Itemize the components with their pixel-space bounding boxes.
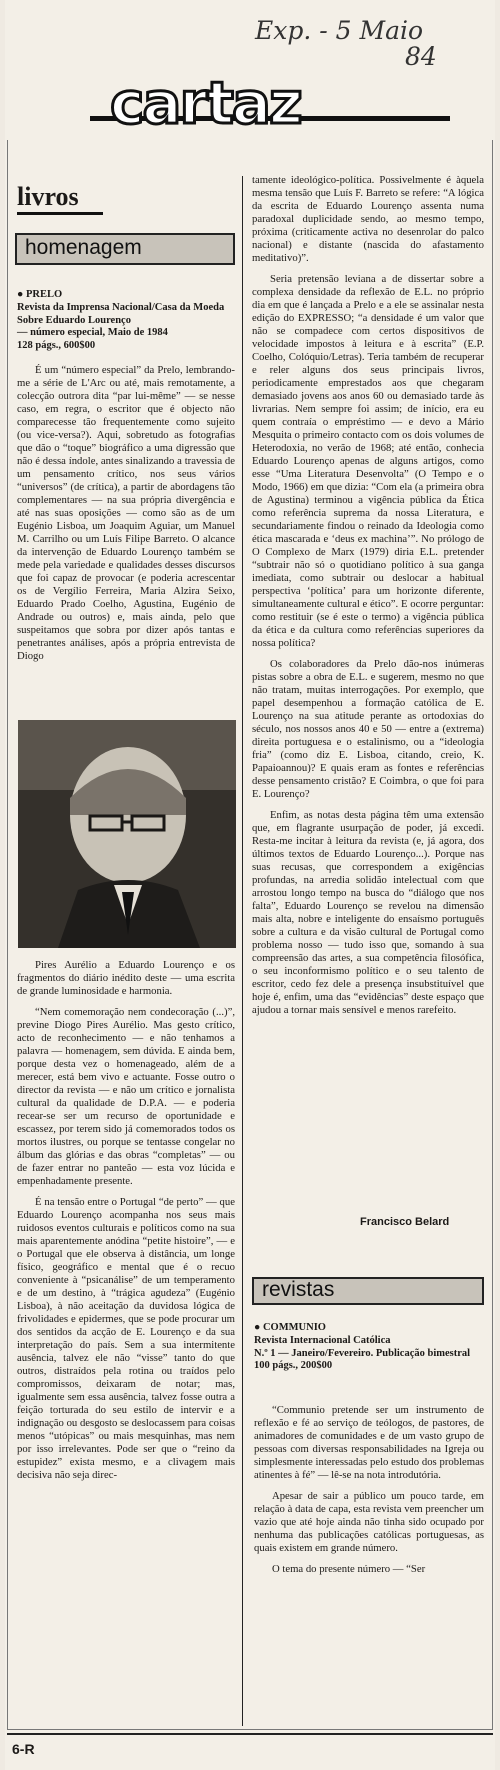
paragraph: tamente ideológico-política. Possivelmente é àquela mesma tensão que Luís F. Barreto se refere: “A lógica da escrita de Eduardo Lourenço assenta numa paradoxal duplicidade sendo, ao mesmo tempo, próxima (criticamente activa no desenrolar do palco nacional) e distante (nascida do afastamento meditativo)”. [252, 174, 484, 264]
book-entry-edition: — número especial, Maio de 1984 [17, 327, 168, 339]
magazine-entry [254, 1322, 484, 1373]
book-entry-publisher: Revista da Imprensa Nacional/Casa da Moeda [17, 301, 225, 313]
footer-rule [7, 1733, 493, 1735]
paragraph: É na tensão entre o Portugal “de perto” — que Eduardo Lourenço acompanha nos seus mais ruidosos eventos culturais e políticos como na sua mais aparentemente anódina “petite histoire”, — e o Portugal que ele observa à distância, um longe físico, geográfico e mental que é o recuo conveniente à “psicanálise” de um temperamento e de um destino, à “trágica agudeza” (Eugénio Lisboa), à não aceitação da duvidosa lógica de frivolidades e epidermes, que se pode procurar um dos sentidos da acção de E. Lourenço e da sua interpretação do país. Sem a sua intermitente ausência, talvez ele não “visse” tanto do que outros, distraídos pela rotina ou traídos pelo compromissos, deixaram de notar; mas, igualmente sem essa ausência, talvez fosse outra a feição torturada do seu estilo de intervir e a indignação ou desgosto se deslocassem para coisas menos “utópicas” ou mais mesquinhas, mas nem por isso irrelevantes. Pode ser que o “reino da estupidez” exista mesmo, e a clivagem mais decisiva não seja direc- [17, 1196, 235, 1481]
paragraph: O tema do presente número — “Ser [272, 1563, 426, 1575]
magazine-entry-price: 100 págs., 200$00 [254, 1360, 333, 1372]
book-entry-name: ● PRELO [17, 289, 63, 300]
handwritten-note [255, 18, 485, 70]
paragraph: Seria pretensão leviana a de dissertar sobre a complexa densidade da reflexão de E.L. no próprio dia em que é lançada a Prelo e a ele se assinalar nesta edição do EXPRESSO; “a densidade é um valor que não se compadece com certos dispositivos de velocidade impostos à leitura e à escrita” (E.P. Coelho, Colóquio/Letras). Teria também de recuperar e reler alguns dos seus principais livros, periodicamente emprestados aos que chegaram demasiado jovens aos anos 60 ou demasiado tarde às livrarias. Nem sempre foi assim; de início, era eu quem contraía o empréstimo — e devo a Mário Mesquita o primeiro contacto com os dois volumes de Heterodoxia, no verão de 1968; até então, conhecia Eduardo Lourenço apenas de alguns artigos, como esse “Uma Literatura Desenvolta” (O Tempo e o Modo, 1966) em que dizia: “Com ela (a primeira obra de Agustina) terminou a vigência pública da Ética como referência suprema da nossa Literatura, e secundariamente findou o reinado da Ideologia como ética mascarada e ‘deus ex machina’”. No prólogo de O Complexo de Marx (1979) diria E.L. pretender “subtrair não só o quotidiano político à sua ganga imediata, como subtrair ou deslocar a habitual perspectiva ‘política’ para um horizonte diferente, simultaneamente cultural e ético”. E ocorre perguntar: como restituir (se é este o termo) a vigência pública da ética e da cultura como referências superiores da nossa política? [252, 273, 484, 649]
article-body-part2 [17, 959, 235, 1490]
author-signature: Francisco Belard [360, 1216, 450, 1228]
section-underline [17, 212, 103, 215]
paragraph: Pires Aurélio a Eduardo Lourenço e os fragmentos do diário inédito deste — uma escrita de grande luminosidade e harmonia. [17, 959, 235, 997]
bullet-icon: ● [254, 1322, 263, 1333]
paragraph: Os colaboradores da Prelo dão-nos inúmeras pistas sobre a obra de E.L. e sugerem, mesmo no que não tratam, muitas interrogações. Por exemplo, que papel desempenhou a formação católica de E. Lourenço na sua atitude perante as ortodoxias do século, nos nossos anos 40 e 50 — entre a (extrema) direita portuguesa e o estalinismo, ou a “ideologia fria” (como diz E. Lisboa, citando, creio, K. Papaioannou)? E quais eram as fontes e referências desse pensamento cristão? E Coimbra, o que foi para E. Lourenço? [252, 658, 484, 800]
magazine-entry-subtitle: Revista Internacional Católica [254, 1334, 391, 1346]
subsection-bar-homenagem: homenagem [15, 233, 235, 265]
paragraph: Enfim, as notas desta página têm uma extensão que, em flagrante usurpação de poder, já excedi. Resta-me incitar à leitura da revista (e, já agora, dos últimos textos de Eduardo Lourenço...). Porque nas suas recusas, que correspondem a exigências profundas, na arredia solidão intelectual com que arrostou longo tempo na busca do “diálogo que nos falta”, Eduardo Lourenço se revelou na dimensão mais alta, nobre e inteligente do ensaísmo português sobre a cultura e da visão cultural de Portugal como problema nosso — tudo isso que, somando à sua compreensão das artes, a sua competência filosófica, o seu inconformismo político e o seu talento de escritor, cedo fez dele a presença insubstituível que hoje é, enfim, uma das “evidências” deste espaço que ajudou a tornar mais sensível e menos rarefeito. [252, 809, 484, 1016]
article-body-part3 [252, 174, 484, 1025]
paragraph: Apesar de sair a público um pouco tarde, em relação à data de capa, esta revista vem preencher um vazio que até hoje ainda não tinha sido ocupado por nenhuma das publicações católicas portuguesas, as quais existem em grande número. [254, 1490, 484, 1554]
bullet-icon: ● [17, 289, 26, 300]
paragraph: É um “número especial” da Prelo, lembrando-me a série de L'Arc ou até, mais remotamente, a colecção outrora dita “par lui-même” — se nesse caso, em regra, o escritor que é objecto não comparecesse tão frequentemente como sujeito (ou vice-versa?). Aqui, sobretudo as fotografias que dão o “toque” biográfico a uma digressão que não é dessa índole, antes sinalizando a travessia de um pensamento crítico, nos seus vários “universos” (de crítica), a partir de abordagens tão complementares — na sua própria divergência e até nas suas oposições — como são as de um Eugénio Lisboa, um Joaquim Aguiar, um Manuel M. Carrilho ou um Luís Filipe Barreto. O alcance da intervenção de Eduardo Lourenço também se mede pela variedade e qualidades desses discursos que foi capaz de provocar (e poderia acrescentar os de Vergílio Ferreira, Maria Alzira Seixo, Eduardo Prado Coelho, Agustina, Eugénio de Andrade ou outros) e, mais ainda, pelo que suspeitamos que sobra por dizer após tantas e penetrantes análises, após a própria entrevista de Diogo [17, 364, 235, 662]
paragraph: “Nem comemoração nem condecoração (...)”, previne Diogo Pires Aurélio. Mas gesto crítico, acto de reconhecimento — e não tenhamos a palavra — homenagem, sem dúvida. E ainda bem, porque desta vez o homenageado, além de a merecer, está bem vivo e actuante. Fosse outro o director da revista — e não um crítico e jornalista cultural da qualidade de D.P.A. — e poderia recear-se ser um recurso de oportunidade e escassez, por terem sido já comemorados todos os mortos ilustres, ou porque se tentasse congelar no álbum das glórias e das obras “completas” — ou de fazer entrar no panteão — esta voz lúcida e empenhadamente presente. [17, 1006, 235, 1187]
book-entry [17, 289, 235, 353]
portrait-illustration [18, 720, 236, 948]
section-title-livros: livros [17, 182, 79, 211]
handwritten-note-line1: Exp. - 5 Maio [255, 16, 424, 45]
section-bar-revistas: revistas [252, 1277, 484, 1305]
magazine-body [254, 1404, 484, 1584]
magazine-entry-name: ● COMMUNIO [254, 1322, 326, 1333]
portrait-photo [18, 720, 236, 948]
article-body-part1 [17, 364, 235, 671]
page-number: 6-R [12, 1741, 35, 1757]
book-entry-price: 128 págs., 600$00 [17, 340, 96, 352]
column-divider [242, 176, 243, 1726]
cartaz-masthead [90, 69, 450, 137]
masthead-title: cartaz [110, 69, 301, 137]
book-entry-subject: Sobre Eduardo Lourenço [17, 314, 131, 326]
paragraph: “Communio pretende ser um instrumento de reflexão e fé ao serviço de teólogos, de pastores, de animadores de comunidades e de um vasto grupo de pessoas com diversas responsabilidades na Igreja ou simplesmente interessadas pelo estudo dos problemas atinentes à fé” — lê-se na nota introdutória. [254, 1404, 484, 1481]
handwritten-note-line2: 84 [405, 42, 437, 71]
magazine-entry-issue: N.º 1 — Janeiro/Fevereiro. Publicação bimestral [254, 1347, 471, 1359]
